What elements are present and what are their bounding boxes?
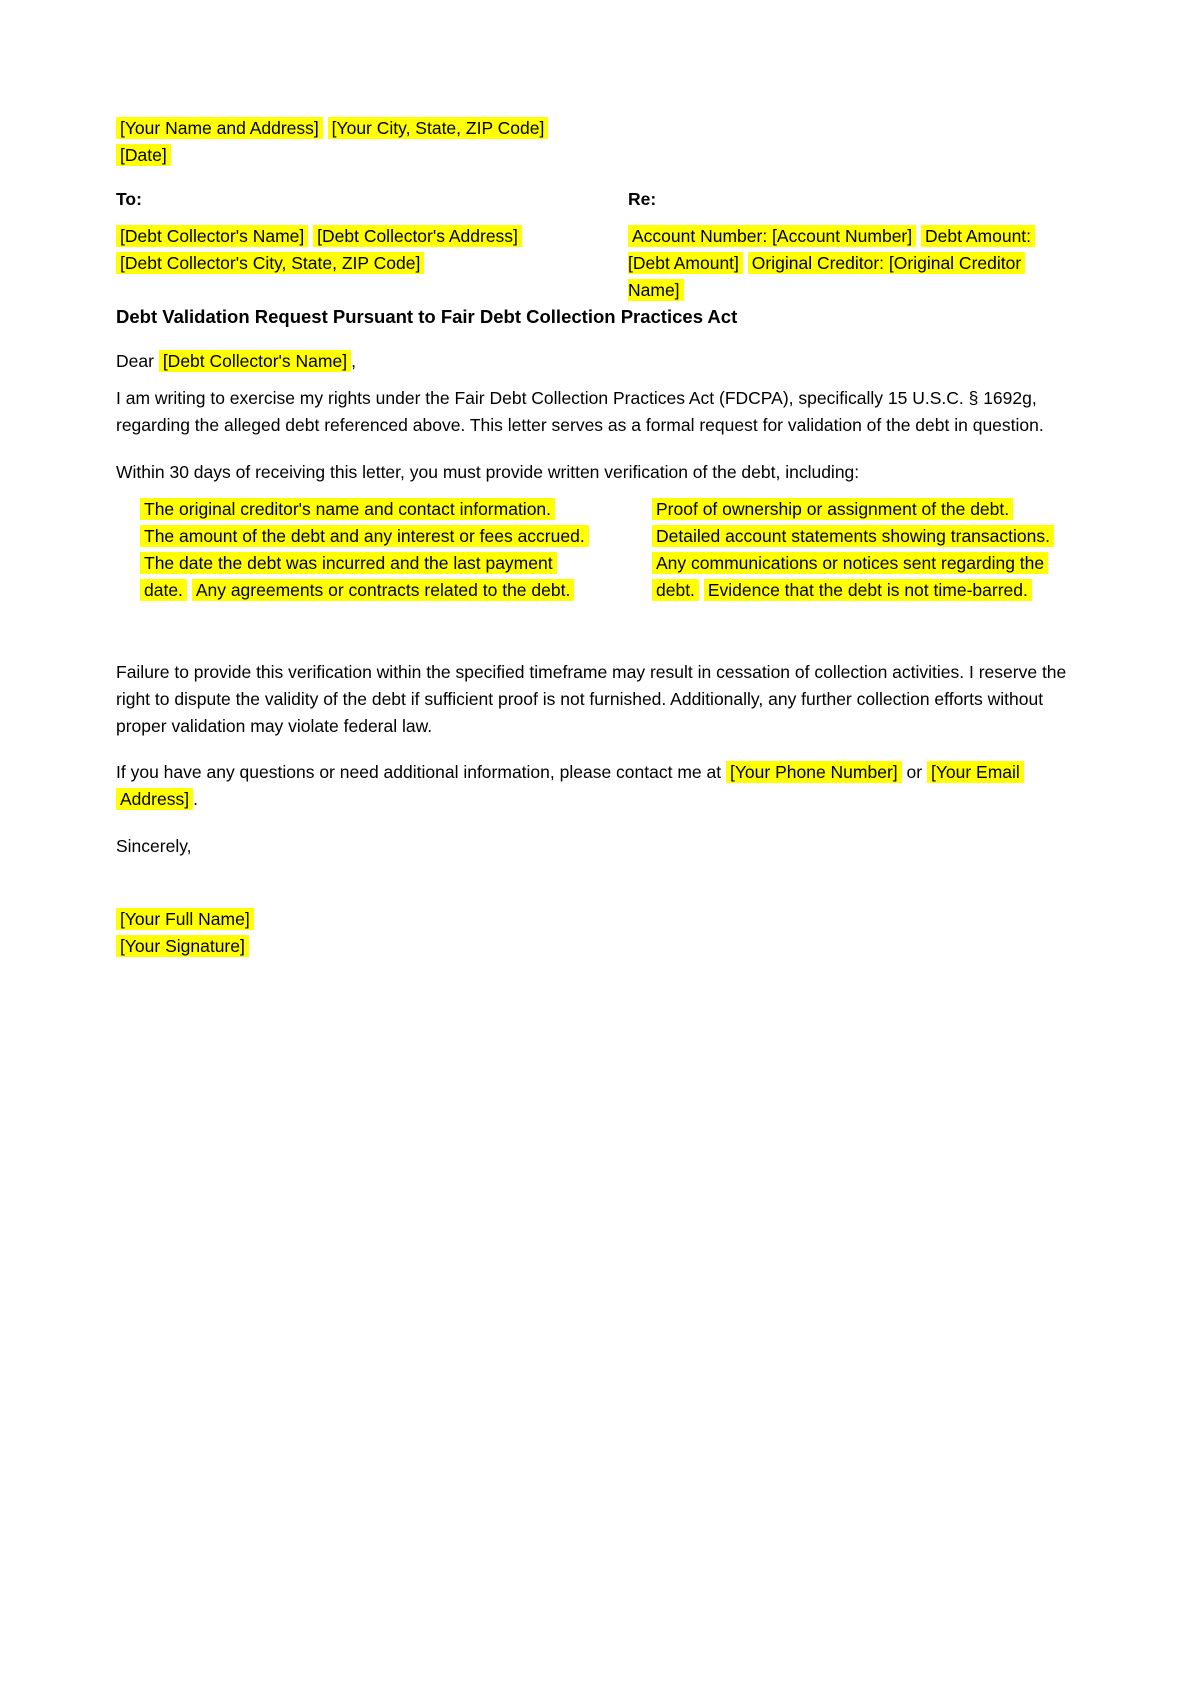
requirement-item: Detailed account statements showing transactions. <box>652 525 1054 547</box>
requirement-item: The date the debt was incurred and the last payment date. <box>140 552 557 601</box>
contact-or: or <box>906 762 923 782</box>
original-creditor: Original Creditor: [Original Creditor <box>748 252 1025 274</box>
date-line <box>116 142 171 169</box>
requirements-left <box>140 496 590 604</box>
salutation-dear: Dear <box>116 351 154 371</box>
salutation-name: [Debt Collector's Name] <box>159 350 351 372</box>
re-label: Re: <box>628 189 657 209</box>
contact-email: [Your Email Address] <box>116 761 1024 810</box>
sender-line <box>116 115 548 142</box>
debt-amount-label: Debt Amount: <box>921 225 1035 247</box>
paragraph-intro: I am writing to exercise my rights under the Fair Debt Collection Practices Act (FDCPA), specifically 15 U.S.C. § 1692g, regarding the alleged debt referenced above. This letter serves as a formal request for validation of the debt in question. <box>116 388 1044 435</box>
closing: Sincerely, <box>116 836 192 856</box>
requirement-item: The original creditor's name and contact information. <box>140 498 555 520</box>
requirement-item: The amount of the debt and any interest or fees accrued. <box>140 525 589 547</box>
account-number: Account Number: [Account Number] <box>628 225 916 247</box>
signature-placeholder: [Your Signature] <box>116 935 249 957</box>
letter-date: [Date] <box>116 144 171 166</box>
letter-title: Debt Validation Request Pursuant to Fair Debt Collection Practices Act <box>116 306 738 327</box>
to-label: To: <box>116 189 142 209</box>
collector-city-state-zip: [Debt Collector's City, State, ZIP Code] <box>116 252 424 274</box>
recipient-block <box>116 223 576 277</box>
re-block <box>628 223 1078 304</box>
collector-name: [Debt Collector's Name] <box>116 225 308 247</box>
paragraph-within-30-days: Within 30 days of receiving this letter, you must provide written verification of the debt, including: <box>116 462 860 482</box>
requirement-item: Any communications or notices sent regarding the debt. <box>652 552 1048 601</box>
sender-name-address: [Your Name and Address] <box>116 117 323 139</box>
requirement-item: Any agreements or contracts related to the debt. <box>192 579 575 601</box>
sender-city-state-zip: [Your City, State, ZIP Code] <box>328 117 549 139</box>
signature-full-name: [Your Full Name] <box>116 908 254 930</box>
collector-address: [Debt Collector's Address] <box>313 225 522 247</box>
requirement-item: Proof of ownership or assignment of the debt. <box>652 498 1013 520</box>
contact-text: If you have any questions or need additional information, please contact me at <box>116 762 722 782</box>
requirements-right <box>652 496 1082 604</box>
debt-amount-value: [Debt Amount] <box>628 252 743 274</box>
contact-phone: [Your Phone Number] <box>726 761 902 783</box>
paragraph-failure: Failure to provide this verification within the specified timeframe may result in cessation of collection activities. I reserve the right to dispute the validity of the debt if sufficient proof is not furnished. Additionally, any further collection efforts without proper validation may violate federal law. <box>116 662 1067 736</box>
contact-period: . <box>193 789 198 809</box>
paragraph-contact <box>116 759 1091 813</box>
signature-name-line <box>116 906 254 933</box>
requirement-item: Evidence that the debt is not time-barred. <box>704 579 1032 601</box>
signature-line <box>116 933 249 960</box>
original-creditor-cont: Name] <box>628 279 684 301</box>
salutation <box>116 348 356 375</box>
salutation-comma: , <box>351 351 356 371</box>
